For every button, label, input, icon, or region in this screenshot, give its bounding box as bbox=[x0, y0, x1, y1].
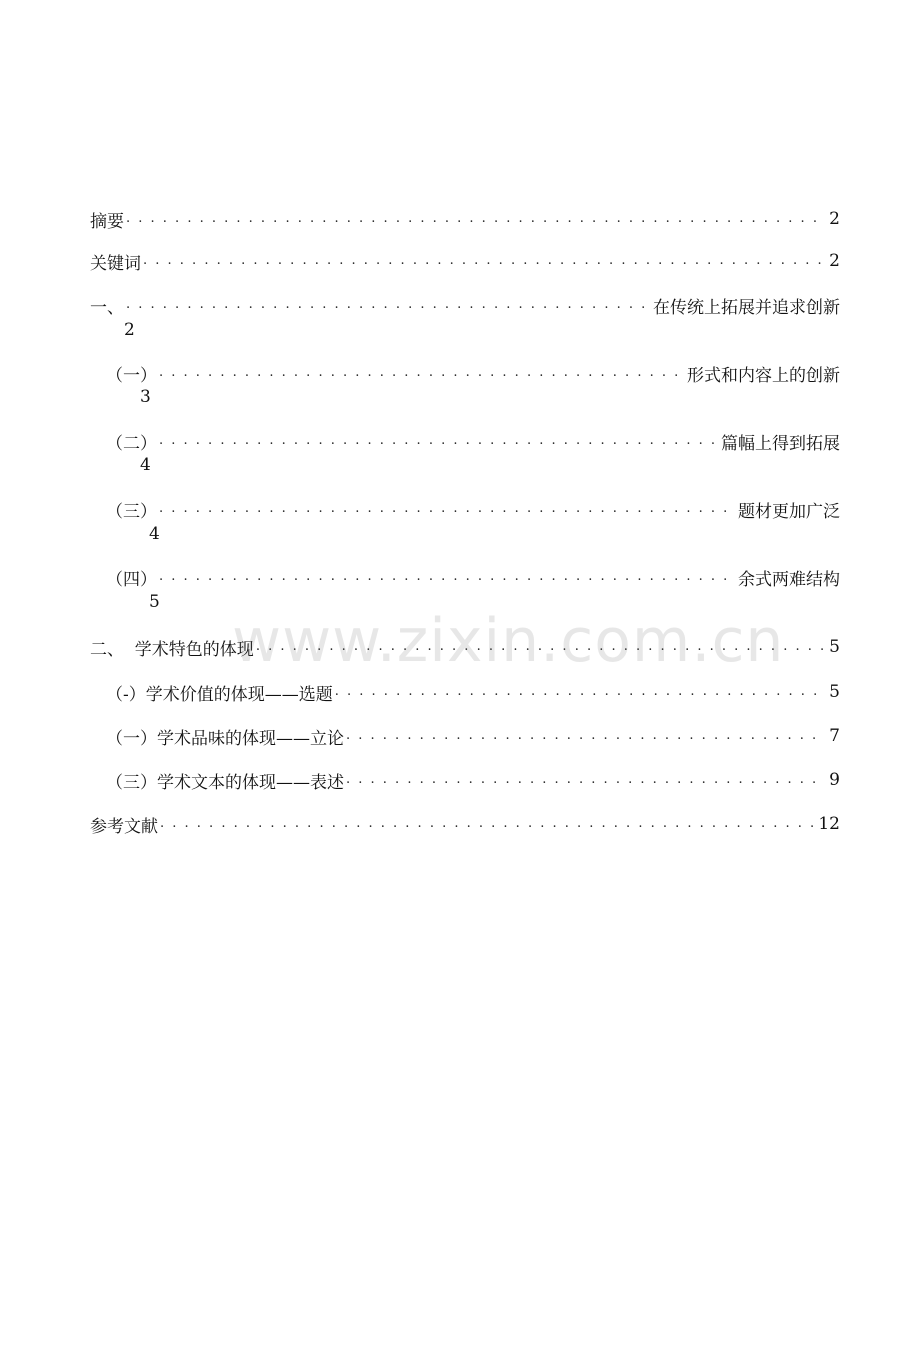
toc-label: （三）学术文本的体现——表述 bbox=[106, 772, 344, 793]
dot-leader bbox=[160, 810, 814, 838]
dot-leader bbox=[346, 722, 825, 750]
watermark: www.zixin.com.cn bbox=[232, 606, 785, 676]
toc-label: 摘要 bbox=[90, 211, 124, 232]
toc-entry-section-2-2[interactable] bbox=[106, 722, 840, 750]
toc-page-number: 2 bbox=[124, 320, 135, 340]
toc-page-number: 3 bbox=[140, 387, 151, 407]
toc-page-number: 12 bbox=[818, 814, 840, 834]
toc-page-number: 4 bbox=[140, 455, 151, 475]
dot-leader bbox=[159, 563, 736, 591]
toc-label: 一、 bbox=[90, 297, 124, 318]
toc-page-number: 5 bbox=[829, 637, 840, 657]
toc-entry-section-1-2[interactable] bbox=[106, 427, 840, 455]
toc-entry-keywords[interactable] bbox=[90, 247, 840, 275]
dot-leader bbox=[143, 247, 825, 275]
toc-label: 参考文献 bbox=[90, 816, 158, 837]
toc-label: 关键词 bbox=[90, 253, 141, 274]
toc-entry-section-2-3[interactable] bbox=[106, 766, 840, 794]
toc-entry-section-1-3[interactable] bbox=[106, 495, 840, 523]
toc-title: 在传统上拓展并追求创新 bbox=[653, 297, 840, 318]
toc-entry-section-1-1[interactable] bbox=[106, 359, 840, 387]
dot-leader bbox=[126, 205, 825, 233]
toc-label: （一）学术品味的体现——立论 bbox=[106, 728, 344, 749]
toc-title: 篇幅上得到拓展 bbox=[721, 433, 840, 454]
toc-page-number: 5 bbox=[829, 682, 840, 702]
toc-label: （二） bbox=[106, 433, 157, 454]
toc-page-number: 9 bbox=[829, 770, 840, 790]
toc-label: （一） bbox=[106, 365, 157, 386]
toc-title: 余式两难结构 bbox=[738, 569, 840, 590]
toc-entry-section-2-1[interactable] bbox=[106, 678, 840, 706]
toc-title: 题材更加广泛 bbox=[738, 501, 840, 522]
toc-page-number: 7 bbox=[829, 726, 840, 746]
toc-label: 二、 学术特色的体现 bbox=[90, 639, 254, 660]
dot-leader bbox=[159, 359, 685, 387]
toc-title: 形式和内容上的创新 bbox=[687, 365, 840, 386]
toc-entry-abstract[interactable] bbox=[90, 205, 840, 233]
dot-leader bbox=[335, 678, 825, 706]
toc-page-number: 2 bbox=[829, 209, 840, 229]
toc-label: （-）学术价值的体现——选题 bbox=[106, 684, 333, 705]
toc-entry-references[interactable] bbox=[90, 810, 840, 838]
toc-label: （三） bbox=[106, 501, 157, 522]
dot-leader bbox=[126, 291, 651, 319]
toc-page-number: 5 bbox=[149, 592, 160, 612]
toc-entry-section-1-4[interactable] bbox=[106, 563, 840, 591]
dot-leader bbox=[159, 495, 736, 523]
toc-entry-section-1[interactable] bbox=[90, 291, 840, 319]
toc-page-number: 2 bbox=[829, 251, 840, 271]
toc-page-number: 4 bbox=[149, 524, 160, 544]
dot-leader bbox=[159, 427, 719, 455]
toc-label: （四） bbox=[106, 569, 157, 590]
dot-leader bbox=[346, 766, 825, 794]
